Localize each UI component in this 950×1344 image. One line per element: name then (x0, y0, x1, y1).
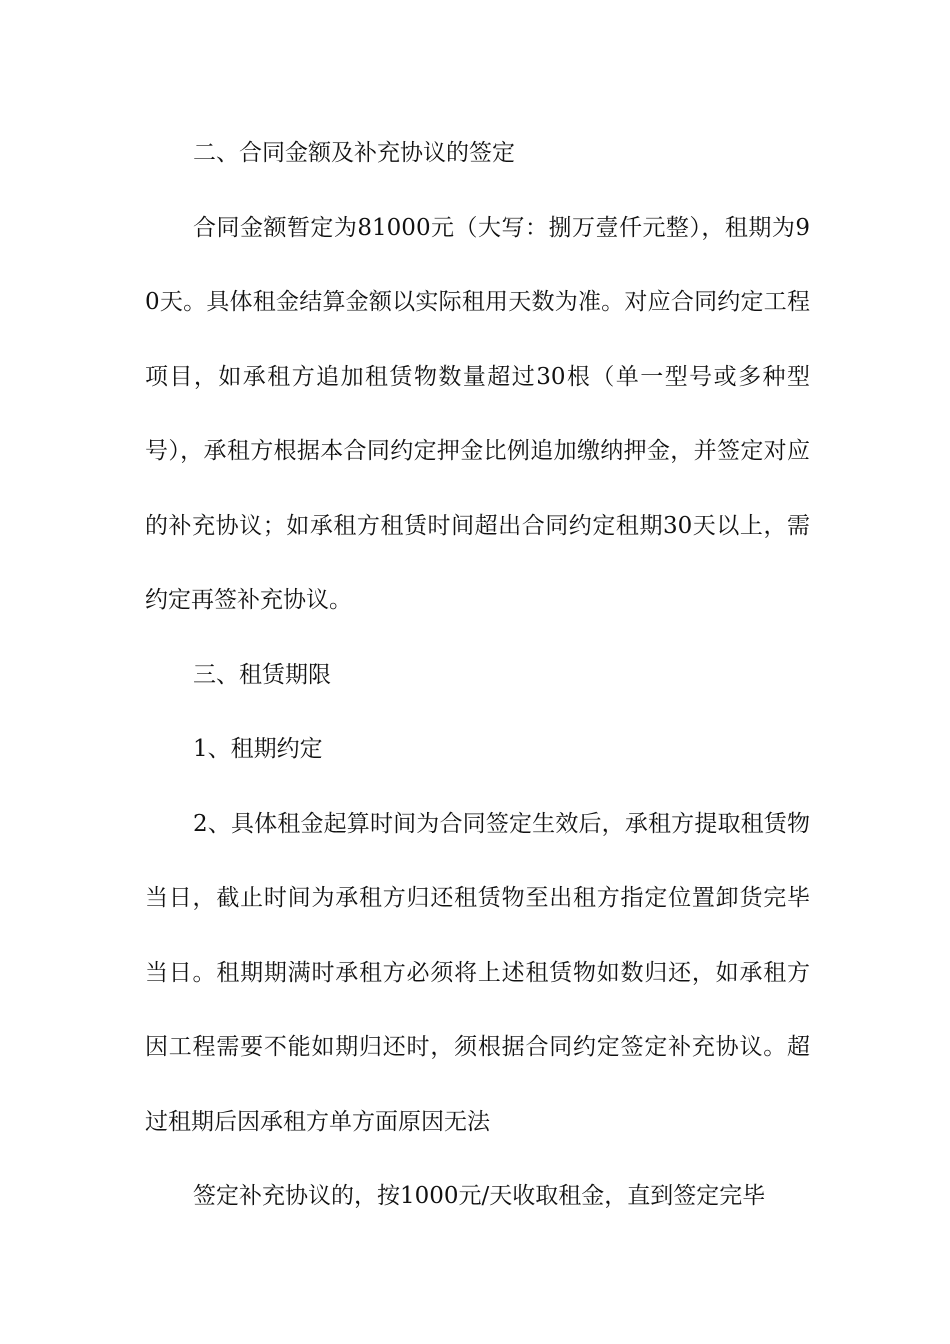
paragraph-supplement-continued: 签定补充协议的，按1000元/天收取租金，直到签定完毕 (193, 1183, 766, 1209)
list-item-rent-start: 2、具体租金起算时间为合同签定生效后，承租方提取租赁物当日，截止时间为承租方归还租赁物至出租方指定位置卸货完毕当日。租期期满时承租方必须将上述租赁物如数归还，如承租方因工程需要不能如期归还时，须根据合同约定签定补充协议。超过租期后因承租方单方面原因无法 (145, 810, 810, 1135)
document-body (145, 116, 810, 1234)
list-item-lease-agreement: 1、租期约定 (193, 736, 323, 762)
section-heading-contract-amount: 二、合同金额及补充协议的签定 (193, 140, 515, 166)
paragraph-contract-amount: 合同金额暂定为81000元（大写：捌万壹仟元整），租期为90天。具体租金结算金额以实际租用天数为准。对应合同约定工程项目，如承租方追加租赁物数量超过30根（单一型号或多种型号），承租方根据本合同约定押金比例追加缴纳押金，并签定对应的补充协议；如承租方租赁时间超出合同约定租期30天以上，需约定再签补充协议。 (145, 214, 810, 613)
section-heading-lease-term: 三、租赁期限 (193, 661, 331, 688)
